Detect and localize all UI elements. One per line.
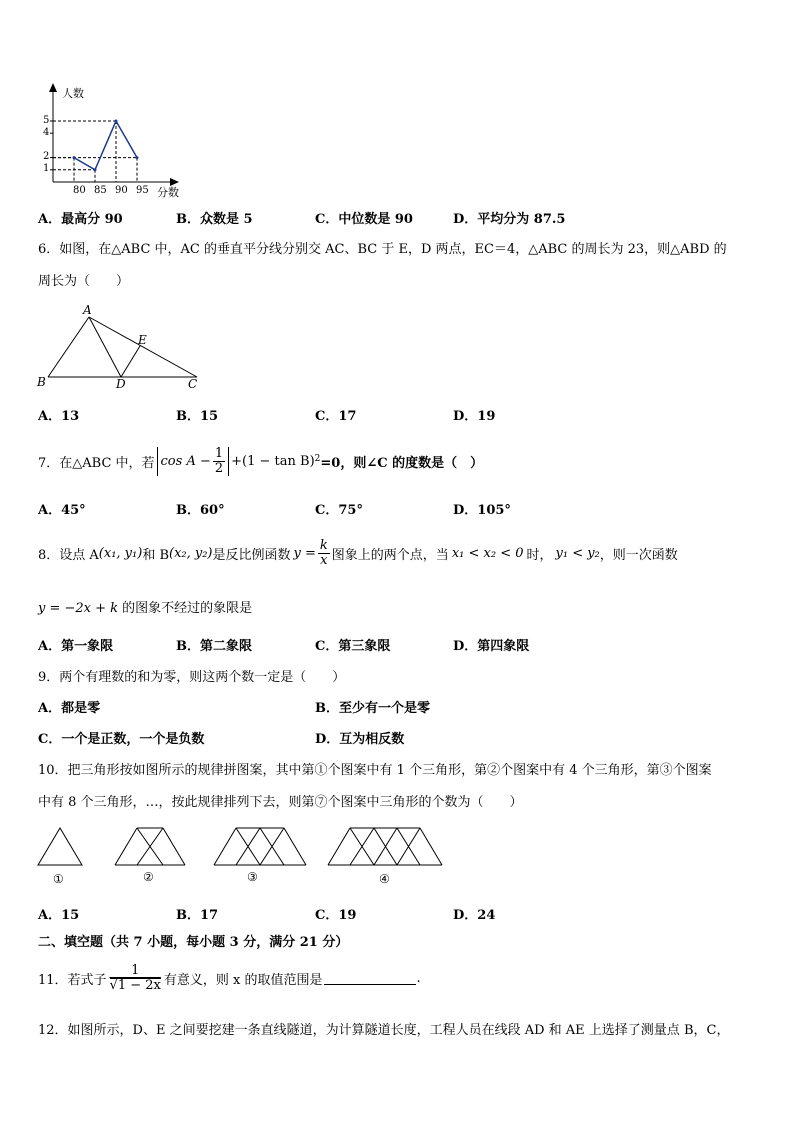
x-tick-label: 90	[115, 185, 128, 196]
q7-mid: +(1 − tan B)	[231, 453, 315, 469]
x-tick-label: 85	[94, 185, 107, 196]
q9-option-d[interactable]: D．互为相反数	[315, 732, 405, 747]
q7-half-fraction	[213, 447, 225, 476]
q8-option-b[interactable]: B．第二象限	[176, 639, 252, 654]
q11-stem	[38, 956, 421, 1000]
q11-frac-num: 1	[110, 964, 161, 979]
q10-triangle-patterns	[34, 820, 454, 890]
y-tick-label: 4	[43, 127, 50, 138]
q11-fraction	[110, 964, 161, 993]
q8-cond: x₁ < x₂ < 0	[451, 545, 524, 561]
vertex-label-b: B	[37, 375, 46, 389]
q5-option-a[interactable]: A．最高分 90	[38, 212, 123, 227]
q8-stem-line1	[38, 535, 678, 571]
q8-frac-num: k	[319, 537, 328, 553]
q7-sup: 2	[314, 454, 321, 464]
q5-option-c[interactable]: C．中位数是 90	[315, 212, 413, 227]
q10-stem-line1: 10．把三角形按如图所示的规律拼图案，其中第①个图案中有 1 个三角形，第②个图案中有 4 个三角形，第③个图案	[38, 763, 712, 778]
q9-option-c[interactable]: C．一个是正数，一个是负数	[38, 732, 205, 747]
q8-frac-den: x	[320, 552, 328, 568]
q8-option-c[interactable]: C．第三象限	[315, 639, 391, 654]
q7-option-c[interactable]: C．75°	[315, 503, 363, 518]
y-tick-label: 5	[43, 115, 50, 126]
q8-func: y =	[293, 545, 316, 561]
q9-option-a[interactable]: A．都是零	[38, 701, 101, 716]
q7-option-a[interactable]: A．45°	[38, 503, 86, 518]
q11-answer-blank[interactable]	[324, 972, 416, 985]
q8-text-a: 8．设点 A	[38, 547, 99, 563]
y-tick-label: 2	[43, 151, 50, 162]
q7-frac-den: 2	[214, 460, 224, 476]
q7-suffix: =0，则∠C 的度数是（ ）	[320, 455, 484, 471]
x-axis-label: 分数	[157, 186, 179, 199]
q11-suffix: 有意义，则 x 的取值范围是	[163, 972, 323, 988]
q7-option-d[interactable]: D．105°	[453, 503, 511, 518]
pattern-label-4: ④	[379, 872, 390, 886]
q11-end: .	[416, 970, 421, 986]
section-2-title: 二、填空题（共 7 小题，每小题 3 分，满分 21 分）	[38, 935, 349, 950]
q7-option-b[interactable]: B．60°	[176, 503, 225, 518]
q8-option-d[interactable]: D．第四象限	[453, 639, 530, 654]
q8-option-a[interactable]: A．第一象限	[38, 639, 114, 654]
q9-stem: 9．两个有理数的和为零，则这两个数一定是（ ）	[38, 670, 346, 685]
q11-frac-den: √1 − 2x	[109, 977, 161, 993]
q8-point-b: (x₂, y₂)	[169, 545, 213, 561]
pattern-2	[115, 828, 185, 865]
q6-stem-line2: 周长为（ ）	[38, 274, 130, 289]
q10-option-b[interactable]: B．17	[176, 908, 219, 923]
q11-prefix: 11．若式子	[38, 972, 107, 988]
data-point	[136, 156, 139, 159]
q7-abs-expr	[157, 447, 230, 476]
q6-option-b[interactable]: B．15	[176, 409, 219, 424]
series-line	[74, 121, 137, 170]
pattern-label-1: ①	[53, 872, 64, 886]
q6-stem-line1: 6．如图，在△ABC 中，AC 的垂直平分线分别交 AC、BC 于 E，D 两点，EC＝4，△ABC 的周长为 23，则△ABD 的	[38, 242, 727, 257]
vertex-label-e: E	[138, 333, 147, 347]
q8-text-b: 是反比例函数	[212, 547, 291, 563]
vertex-label-a: A	[83, 303, 92, 317]
q7-cos: cos A −	[160, 453, 211, 469]
q5-option-b[interactable]: B．众数是 5	[176, 212, 253, 227]
data-point	[73, 156, 76, 159]
x-tick-label: 80	[73, 185, 86, 196]
vertex-label-d: D	[116, 377, 126, 391]
vertex-label-c: C	[188, 377, 198, 391]
data-point	[94, 168, 97, 171]
x-tick-label: 95	[136, 185, 149, 196]
pattern-3	[214, 828, 306, 865]
q8-cond2: y₁ < y₂	[555, 545, 600, 561]
q8-line2-rest: 的图象不经过的象限是	[122, 601, 253, 616]
score-line-chart	[30, 82, 200, 200]
q10-option-a[interactable]: A．15	[38, 908, 80, 923]
q8-line2-func: y = −2x + k	[38, 601, 119, 616]
q10-stem-line2: 中有 8 个三角形，…，按此规律排列下去，则第⑦个图案中三角形的个数为（ ）	[38, 795, 523, 810]
q7-stem	[38, 441, 483, 481]
y-axis-arrow	[49, 83, 57, 92]
q8-text-and: 和 B	[142, 547, 169, 563]
data-point	[115, 120, 118, 123]
q8-kx-fraction	[318, 539, 330, 568]
pattern-1	[38, 828, 82, 865]
pattern-label-3: ③	[247, 870, 258, 884]
q7-prefix: 7．在△ABC 中，若	[38, 455, 155, 471]
y-axis-label: 人数	[62, 87, 84, 100]
q6-option-c[interactable]: C．17	[315, 409, 357, 424]
q10-option-d[interactable]: D．24	[453, 908, 496, 923]
q8-text-c: 图象上的两个点，当	[331, 547, 449, 563]
q8-text-e: ，则一次函数	[599, 547, 678, 563]
q8-text-d: 时，	[526, 547, 553, 563]
q6-option-a[interactable]: A．13	[38, 409, 80, 424]
q5-option-d[interactable]: D．平均分为 87.5	[453, 212, 566, 227]
q10-option-c[interactable]: C．19	[315, 908, 357, 923]
pattern-label-2: ②	[143, 870, 154, 884]
q7-frac-num: 1	[214, 445, 224, 461]
q8-point-a: (x₁, y₁)	[98, 545, 143, 561]
q6-triangle-figure	[34, 300, 209, 395]
q8-stem-line2	[38, 597, 252, 616]
q9-option-b[interactable]: B．至少有一个是零	[315, 701, 430, 716]
q12-stem-line1: 12．如图所示，D、E 之间要挖建一条直线隧道，为计算隧道长度，工程人员在线段 AD 和 AE 上选择了测量点 B，C，	[38, 1023, 730, 1038]
pattern-4	[328, 828, 442, 865]
y-tick-label: 1	[43, 163, 50, 174]
q6-option-d[interactable]: D．19	[453, 409, 496, 424]
x-axis-arrow	[170, 178, 179, 186]
